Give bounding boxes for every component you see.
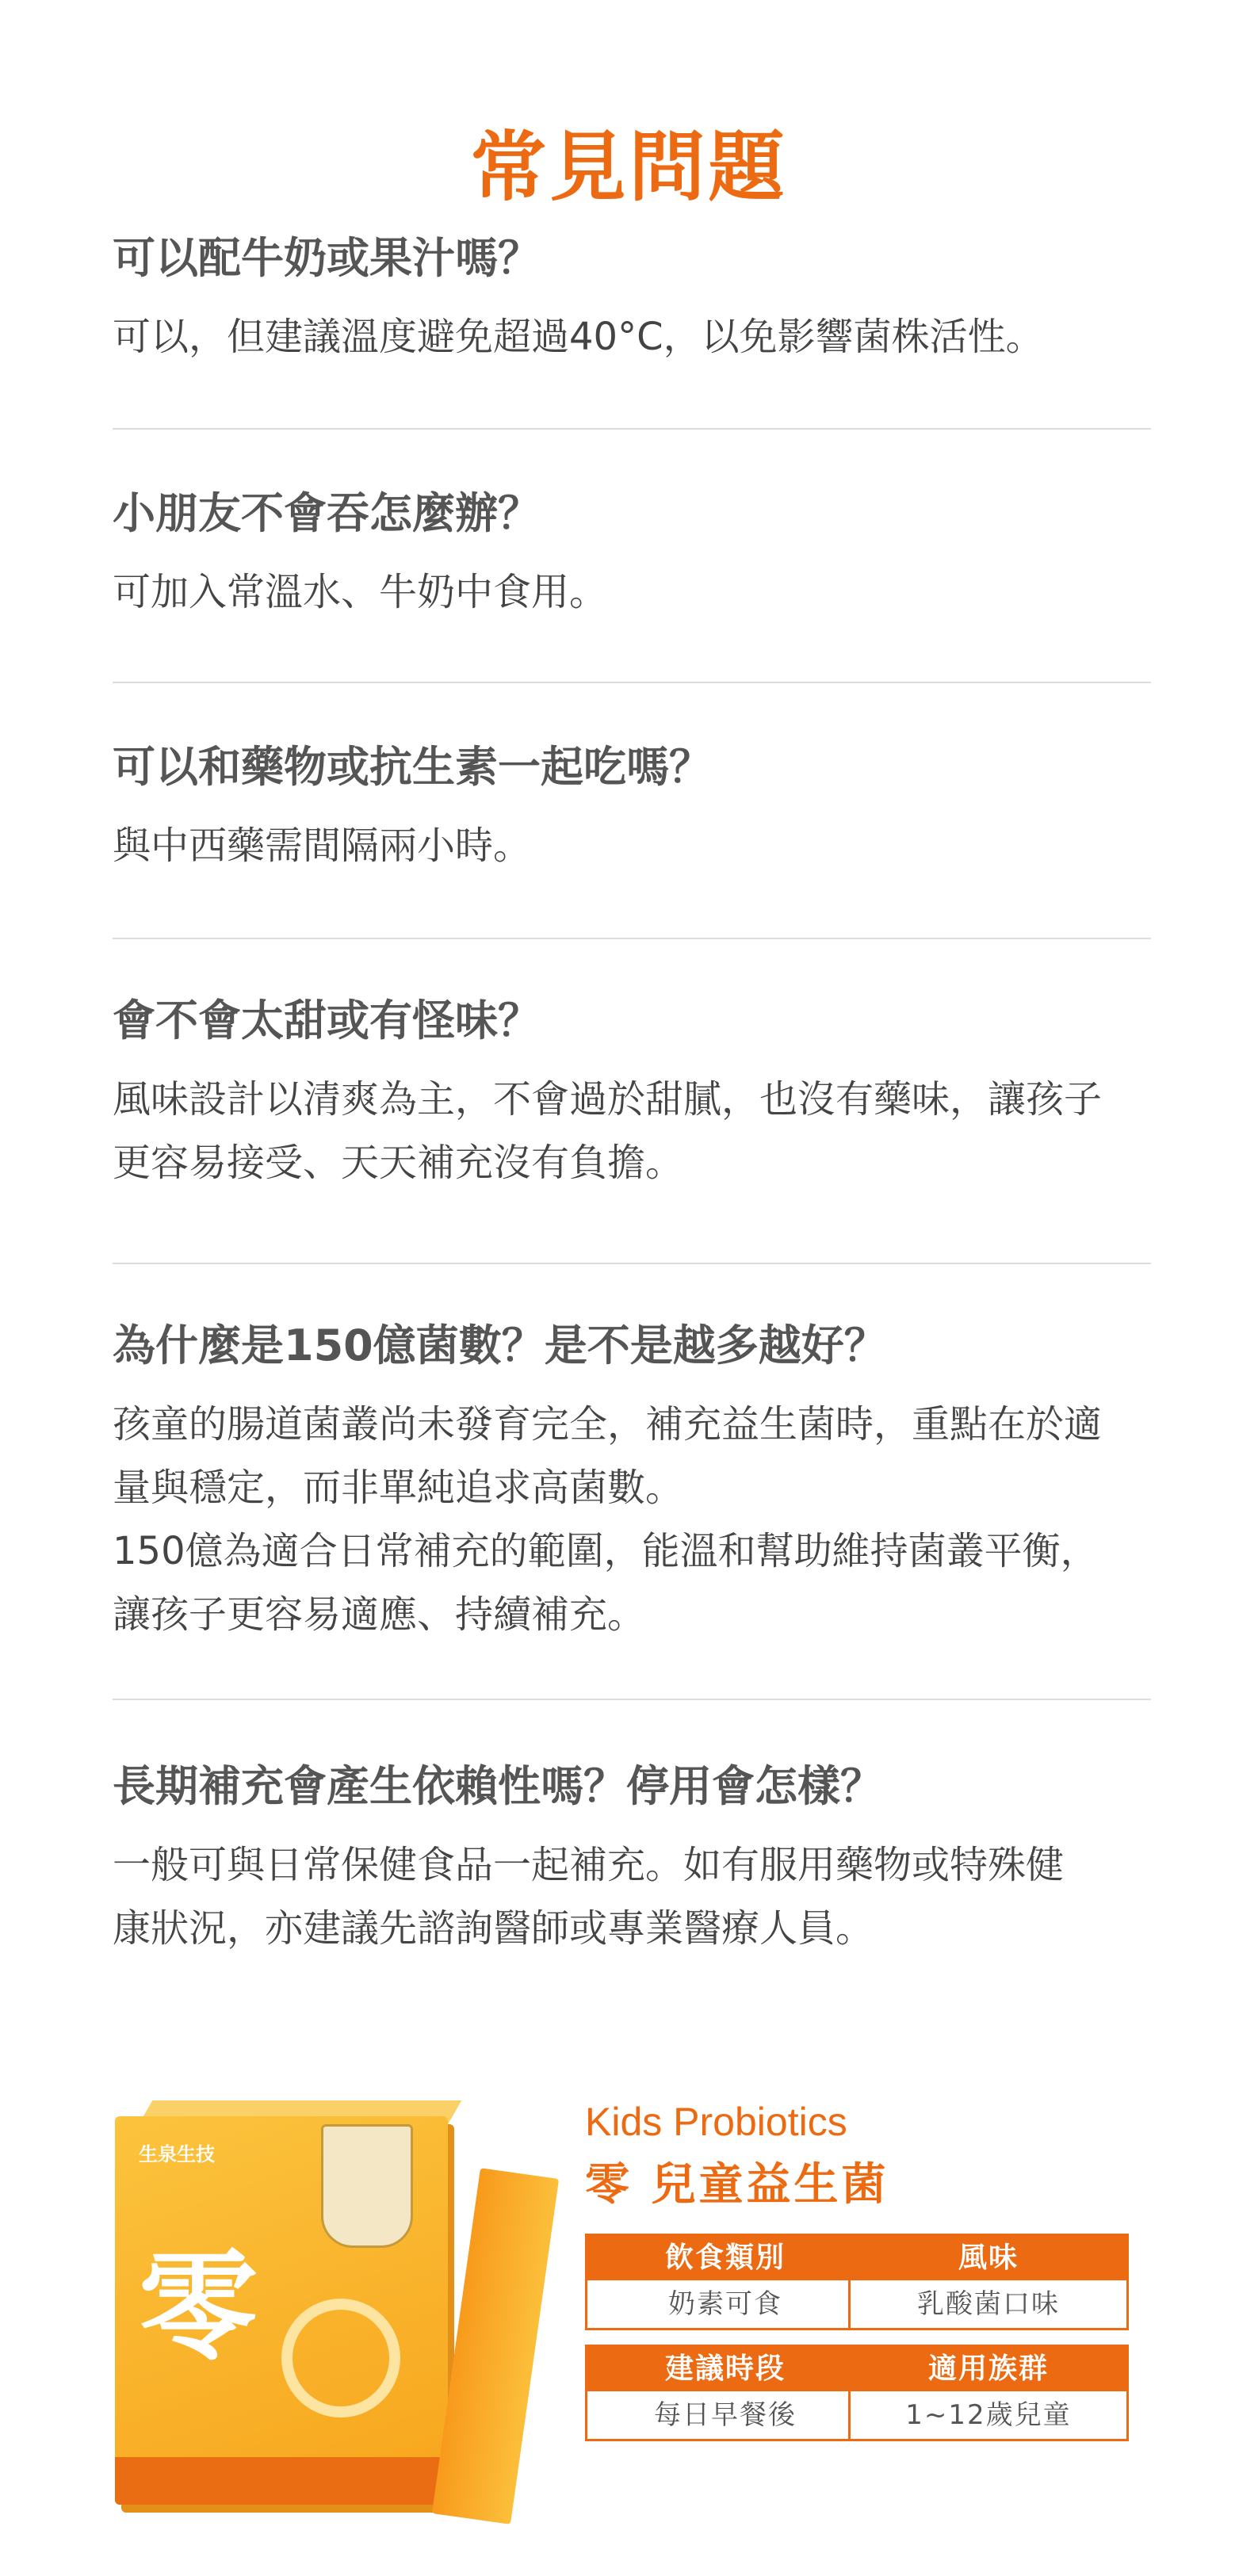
faq-question: 會不會太甜或有怪味？	[113, 996, 541, 1045]
spec-diet	[585, 2234, 866, 2330]
spec-label: 風味	[851, 2236, 1126, 2280]
spec-audience	[848, 2345, 1129, 2441]
faq-answer-line: 150億為適合日常補充的範圍，能溫和幫助維持菌叢平衡，	[113, 1528, 1099, 1573]
spec-value: 1~12歲兒童	[851, 2391, 1126, 2439]
spec-timing	[585, 2345, 866, 2441]
faq-answer-line: 孩童的腸道菌叢尚未發育完全，補充益生菌時，重點在於適	[113, 1401, 1103, 1447]
spec-label: 建議時段	[587, 2347, 863, 2391]
divider	[113, 682, 1151, 683]
product-box-band	[115, 2457, 448, 2505]
faq-item	[113, 485, 1151, 624]
faq-question: 可以配牛奶或果汁嗎？	[113, 233, 541, 283]
product-name-zh: 零 兒童益生菌	[585, 2159, 889, 2211]
product-image	[83, 2093, 567, 2536]
faq-answer-line: 讓孩子更容易適應、持續補充。	[113, 1592, 646, 1637]
faq-answer-line: 一般可與日常保健食品一起補充。如有服用藥物或特殊健	[113, 1842, 1065, 1887]
faq-item	[113, 739, 1151, 877]
faq-answer-line: 風味設計以清爽為主，不會過於甜膩，也沒有藥味，讓孩子	[113, 1076, 1103, 1122]
faq-answer: 可以，但建議溫度避免超過40°C，以免影響菌株活性。	[113, 314, 1044, 359]
faq-question: 為什麼是150億菌數？是不是越多越好？	[113, 1320, 887, 1370]
divider	[113, 428, 1151, 430]
page-title: 常見問題	[470, 123, 788, 212]
faq-item	[113, 992, 1151, 1194]
spec-value: 每日早餐後	[587, 2391, 863, 2439]
faq-item	[113, 1758, 1151, 1960]
faq-answer-line: 康狀況，亦建議先諮詢醫師或專業醫療人員。	[113, 1905, 874, 1951]
faq-answer-line: 更容易接受、天天補充沒有負擔。	[113, 1140, 684, 1185]
divider	[113, 1263, 1151, 1264]
divider	[113, 1699, 1151, 1700]
faq-answer	[113, 1393, 1151, 1646]
spec-flavor	[848, 2234, 1129, 2330]
spec-label: 適用族群	[851, 2347, 1126, 2391]
spec-label: 飲食類別	[587, 2236, 863, 2280]
divider	[113, 938, 1151, 939]
product-box-big-char: 零	[139, 2238, 258, 2377]
spec-value: 奶素可食	[587, 2280, 863, 2328]
faq-question: 可以和藥物或抗生素一起吃嗎？	[113, 742, 712, 792]
product-box-brand: 生泉生技	[139, 2143, 215, 2165]
faq-answer: 可加入常溫水、牛奶中食用。	[113, 569, 608, 614]
faq-question: 長期補充會產生依賴性嗎？停用會怎樣？	[113, 1761, 883, 1811]
product-sachet	[432, 2168, 559, 2524]
spec-value: 乳酸菌口味	[851, 2280, 1126, 2328]
faq-answer: 與中西藥需間隔兩小時。	[113, 823, 532, 868]
faq-answer-line: 量與穩定，而非單純追求高菌數。	[113, 1465, 684, 1510]
award-badge-icon	[321, 2124, 413, 2248]
faq-item	[113, 230, 1151, 369]
product-name-en: Kids Probiotics	[585, 2100, 847, 2144]
faq-item	[113, 1317, 1151, 1646]
faq-answer	[113, 1833, 1151, 1960]
sun-icon	[281, 2299, 400, 2417]
faq-question: 小朋友不會吞怎麼辦？	[113, 488, 541, 538]
faq-answer	[113, 1068, 1151, 1194]
